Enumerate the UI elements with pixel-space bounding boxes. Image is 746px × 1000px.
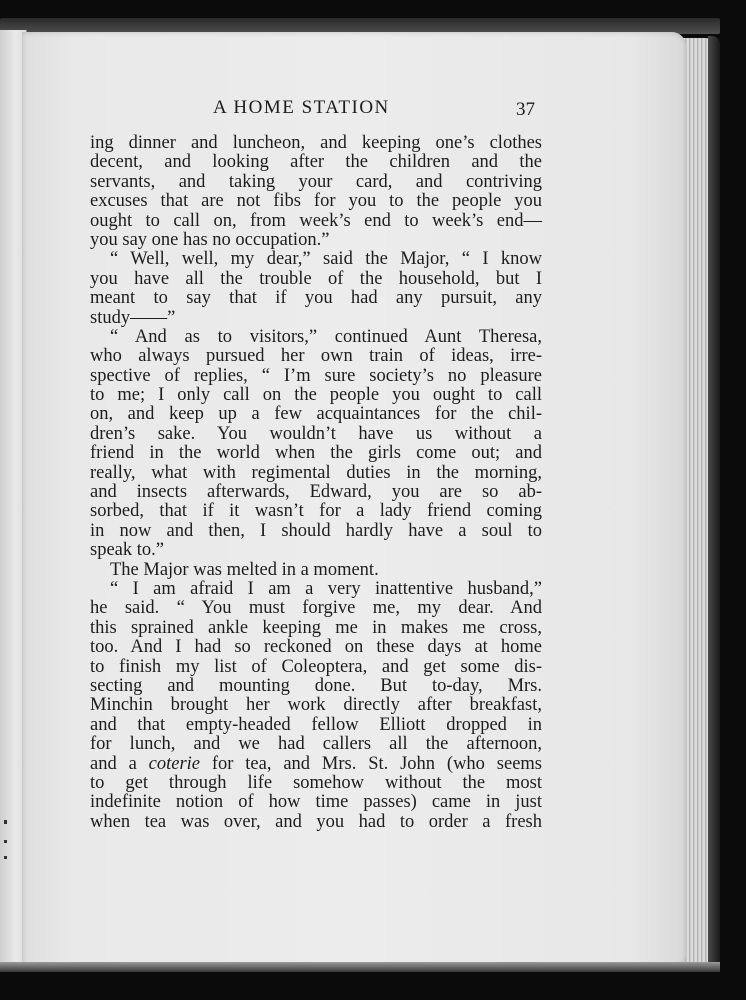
text-line: to finish my list of Coleoptera, and get some dis-: [90, 656, 542, 677]
text-line: servants, and taking your card, and contriving: [90, 171, 542, 192]
text-line: ing dinner and luncheon, and keeping one’s clothes: [90, 133, 542, 153]
text-line: to me; I only call on the people you ought to call: [90, 385, 542, 406]
text-line: and insects afterwards, Edward, you are so ab-: [90, 482, 542, 503]
text-line: who always pursued her own train of ideas, irre-: [90, 346, 542, 367]
text-line: to get through life somehow without the most: [90, 772, 542, 793]
book-bottom-edge: [0, 962, 720, 972]
book-spine-edge: [708, 36, 720, 972]
text-line: speak to.”: [90, 540, 164, 561]
text-line: dren’s sake. You wouldn’t have us without a: [90, 423, 542, 444]
text-line: for lunch, and we had callers all the afternoon,: [90, 734, 542, 755]
text-line: in now and then, I should hardly have a soul to: [90, 520, 542, 541]
ink-mark: [4, 820, 7, 824]
text-line: and a coterie for tea, and Mrs. St. John (who seems: [90, 753, 542, 774]
text-line: too. And I had so reckoned on these days at home: [90, 637, 542, 658]
ink-mark: [4, 840, 7, 843]
text-line: sorbed, that if it wasn’t for a lady friend coming: [90, 501, 542, 522]
text-line: The Major was melted in a moment.: [110, 559, 379, 580]
text-line: “ I am afraid I am a very inattentive husband,”: [110, 578, 542, 599]
running-head-title: A HOME STATION: [213, 97, 390, 118]
text-line: he said. “ You must forgive me, my dear. And: [90, 598, 542, 619]
text-line: study——”: [90, 307, 176, 328]
text-line: decent, and looking after the children and the: [90, 152, 542, 173]
text-line: “ Well, well, my dear,” said the Major, “ I know: [110, 249, 542, 270]
text-line: when tea was over, and you had to order a fresh: [90, 811, 542, 832]
text-line: you say one has no occupation.”: [90, 229, 330, 250]
text-line: spective of replies, “ I’m sure society’s no pleasure: [90, 365, 542, 386]
text-line: excuses that are not fibs for you to the people you: [90, 191, 542, 212]
page-number: 37: [516, 99, 535, 120]
text-line: meant to say that if you had any pursuit, any: [90, 288, 542, 309]
text-line: and that empty-headed fellow Elliott dropped in: [90, 714, 542, 735]
ink-mark: [4, 856, 7, 859]
text-line: “ And as to visitors,” continued Aunt Theresa,: [110, 326, 542, 347]
text-line: ought to call on, from week’s end to week’s end—: [90, 210, 542, 231]
text-line: friend in the world when the girls come out; and: [90, 443, 542, 464]
body-text: [90, 134, 542, 832]
text-line: on, and keep up a few acquaintances for the chil-: [90, 404, 542, 425]
text-line: indefinite notion of how time passes) came in just: [90, 792, 542, 813]
italic-word: coterie: [148, 753, 201, 774]
text-line: Minchin brought her work directly after breakfast,: [90, 695, 542, 716]
text-line: this sprained ankle keeping me in makes me cross,: [90, 617, 542, 638]
text-line: you have all the trouble of the household, but I: [90, 268, 542, 289]
text-line: really, what with regimental duties in the morning,: [90, 462, 542, 483]
text-line: secting and mounting done. But to-day, Mrs.: [90, 675, 542, 696]
